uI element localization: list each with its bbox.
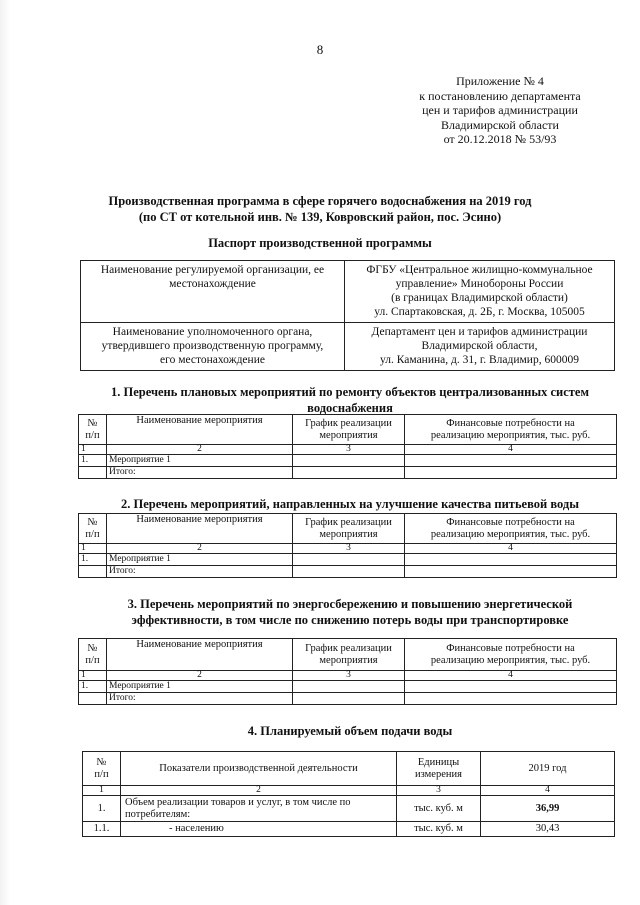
measure-name: Мероприятие 1: [107, 554, 293, 566]
col-header-year: 2019 год: [481, 752, 615, 786]
column-number: 3: [293, 671, 405, 681]
column-number: 2: [107, 544, 293, 554]
column-number: 3: [293, 544, 405, 554]
appendix-line: цен и тарифов администрации: [422, 103, 578, 117]
section-2-title: 2. Перечень мероприятий, направленных на улучшение качества питьевой воды: [121, 497, 579, 511]
column-number: 3: [293, 445, 405, 455]
passport-label: Наименование уполномоченного органа, утвердившего производственную программу, его местонахождение: [81, 323, 345, 371]
section-3-title: 3. Перечень мероприятий по энергосбережению и повышению энергетической эффективности, в том числе по снижению потерь воды при транспортировке: [127, 597, 573, 627]
column-number: 4: [405, 445, 617, 455]
table-header-row: [79, 415, 617, 445]
passport-label: Наименование регулируемой организации, ее местонахождение: [81, 261, 345, 323]
total-label: Итого:: [107, 693, 293, 705]
document-title: [60, 193, 580, 225]
col-header-num: № п/п: [79, 639, 107, 671]
appendix-line: Приложение № 4: [456, 74, 544, 88]
table-row: [79, 681, 617, 693]
col-header-unit: Единицы измерения: [397, 752, 481, 786]
passport-value: ФГБУ «Центральное жилищно-коммунальное управление» Минобороны России (в границах Владимирской области) ул. Спартаковская, д. 2Б, г. Москва, 105005: [345, 261, 615, 323]
volume-value: 36,99: [481, 796, 615, 822]
row-number: 1.1.: [83, 822, 121, 837]
total-row: [79, 467, 617, 479]
unit-value: тыс. куб. м: [397, 822, 481, 837]
col-header-finance: Финансовые потребности на реализацию мероприятия, тыс. руб.: [405, 415, 617, 445]
table-row: [79, 455, 617, 467]
measures-table-2: [78, 513, 617, 578]
col-header-num: № п/п: [79, 415, 107, 445]
table-header-row: [79, 639, 617, 671]
column-number: 2: [107, 671, 293, 681]
passport-row: [81, 261, 615, 323]
measures-table-3: [78, 638, 617, 705]
table-row: [83, 822, 615, 837]
measure-finance: [405, 455, 617, 467]
column-number: 2: [107, 445, 293, 455]
passport-title: Паспорт производственной программы: [208, 236, 432, 250]
total-row: [79, 693, 617, 705]
section-1-title: 1. Перечень плановых мероприятий по ремонту объектов централизованных систем водоснабжения: [111, 385, 589, 415]
appendix-header: [395, 74, 605, 147]
table-row: [83, 796, 615, 822]
column-number-row: [83, 786, 615, 796]
volume-value: 30,43: [481, 822, 615, 837]
page-number: 8: [316, 42, 324, 57]
scan-edge-shadow: [0, 0, 10, 905]
passport-value: Департамент цен и тарифов администрации Владимирской области, ул. Каманина, д. 31, г. Владимир, 600009: [345, 323, 615, 371]
indicator-name: Объем реализации товаров и услуг, в том числе по потребителям:: [121, 796, 397, 822]
measures-table-1: [78, 414, 617, 479]
appendix-line: от 20.12.2018 № 53/93: [443, 132, 557, 146]
unit-value: тыс. куб. м: [397, 796, 481, 822]
col-header-num: № п/п: [79, 514, 107, 544]
passport-table: [80, 260, 615, 371]
col-header-finance: Финансовые потребности на реализацию мероприятия, тыс. руб.: [405, 639, 617, 671]
measure-name: Мероприятие 1: [107, 455, 293, 467]
total-row: [79, 566, 617, 578]
col-header-finance: Финансовые потребности на реализацию мероприятия, тыс. руб.: [405, 514, 617, 544]
column-number: 2: [121, 786, 397, 796]
column-number-row: [79, 445, 617, 455]
table-header-row: [79, 514, 617, 544]
title-line: (по СТ от котельной инв. № 139, Ковровский район, пос. Эсино): [138, 210, 502, 224]
col-header-schedule: График реализации мероприятия: [293, 639, 405, 671]
col-header-name: Наименование мероприятия: [107, 639, 293, 671]
row-number: 1.: [83, 796, 121, 822]
total-label: Итого:: [107, 467, 293, 479]
col-header-num: № п/п: [83, 752, 121, 786]
total-label: Итого:: [107, 566, 293, 578]
column-number-row: [79, 671, 617, 681]
measure-name: Мероприятие 1: [107, 681, 293, 693]
column-number: 1: [83, 786, 121, 796]
col-header-indicator: Показатели производственной деятельности: [121, 752, 397, 786]
row-number: 1.: [79, 554, 107, 566]
col-header-schedule: График реализации мероприятия: [293, 415, 405, 445]
column-number: 4: [405, 671, 617, 681]
section-4-title: 4. Планируемый объем подачи воды: [247, 724, 453, 738]
col-header-schedule: График реализации мероприятия: [293, 514, 405, 544]
column-number-row: [79, 544, 617, 554]
appendix-line: к постановлению департамента: [419, 88, 581, 103]
measure-schedule: [293, 455, 405, 467]
column-number: 4: [481, 786, 615, 796]
appendix-line: Владимирской области: [441, 117, 559, 132]
table-row: [79, 554, 617, 566]
row-number: 1.: [79, 681, 107, 693]
title-line: Производственная программа в сфере горячего водоснабжения на 2019 год: [108, 194, 532, 208]
column-number: 1: [79, 445, 107, 455]
table-header-row: [83, 752, 615, 786]
column-number: 3: [397, 786, 481, 796]
column-number: 1: [79, 544, 107, 554]
volume-table: [82, 751, 615, 837]
col-header-name: Наименование мероприятия: [107, 514, 293, 544]
column-number: 4: [405, 544, 617, 554]
col-header-name: Наименование мероприятия: [107, 415, 293, 445]
column-number: 1: [79, 671, 107, 681]
indicator-name: - населению: [121, 822, 397, 837]
passport-row: [81, 323, 615, 371]
row-number: 1.: [79, 455, 107, 467]
